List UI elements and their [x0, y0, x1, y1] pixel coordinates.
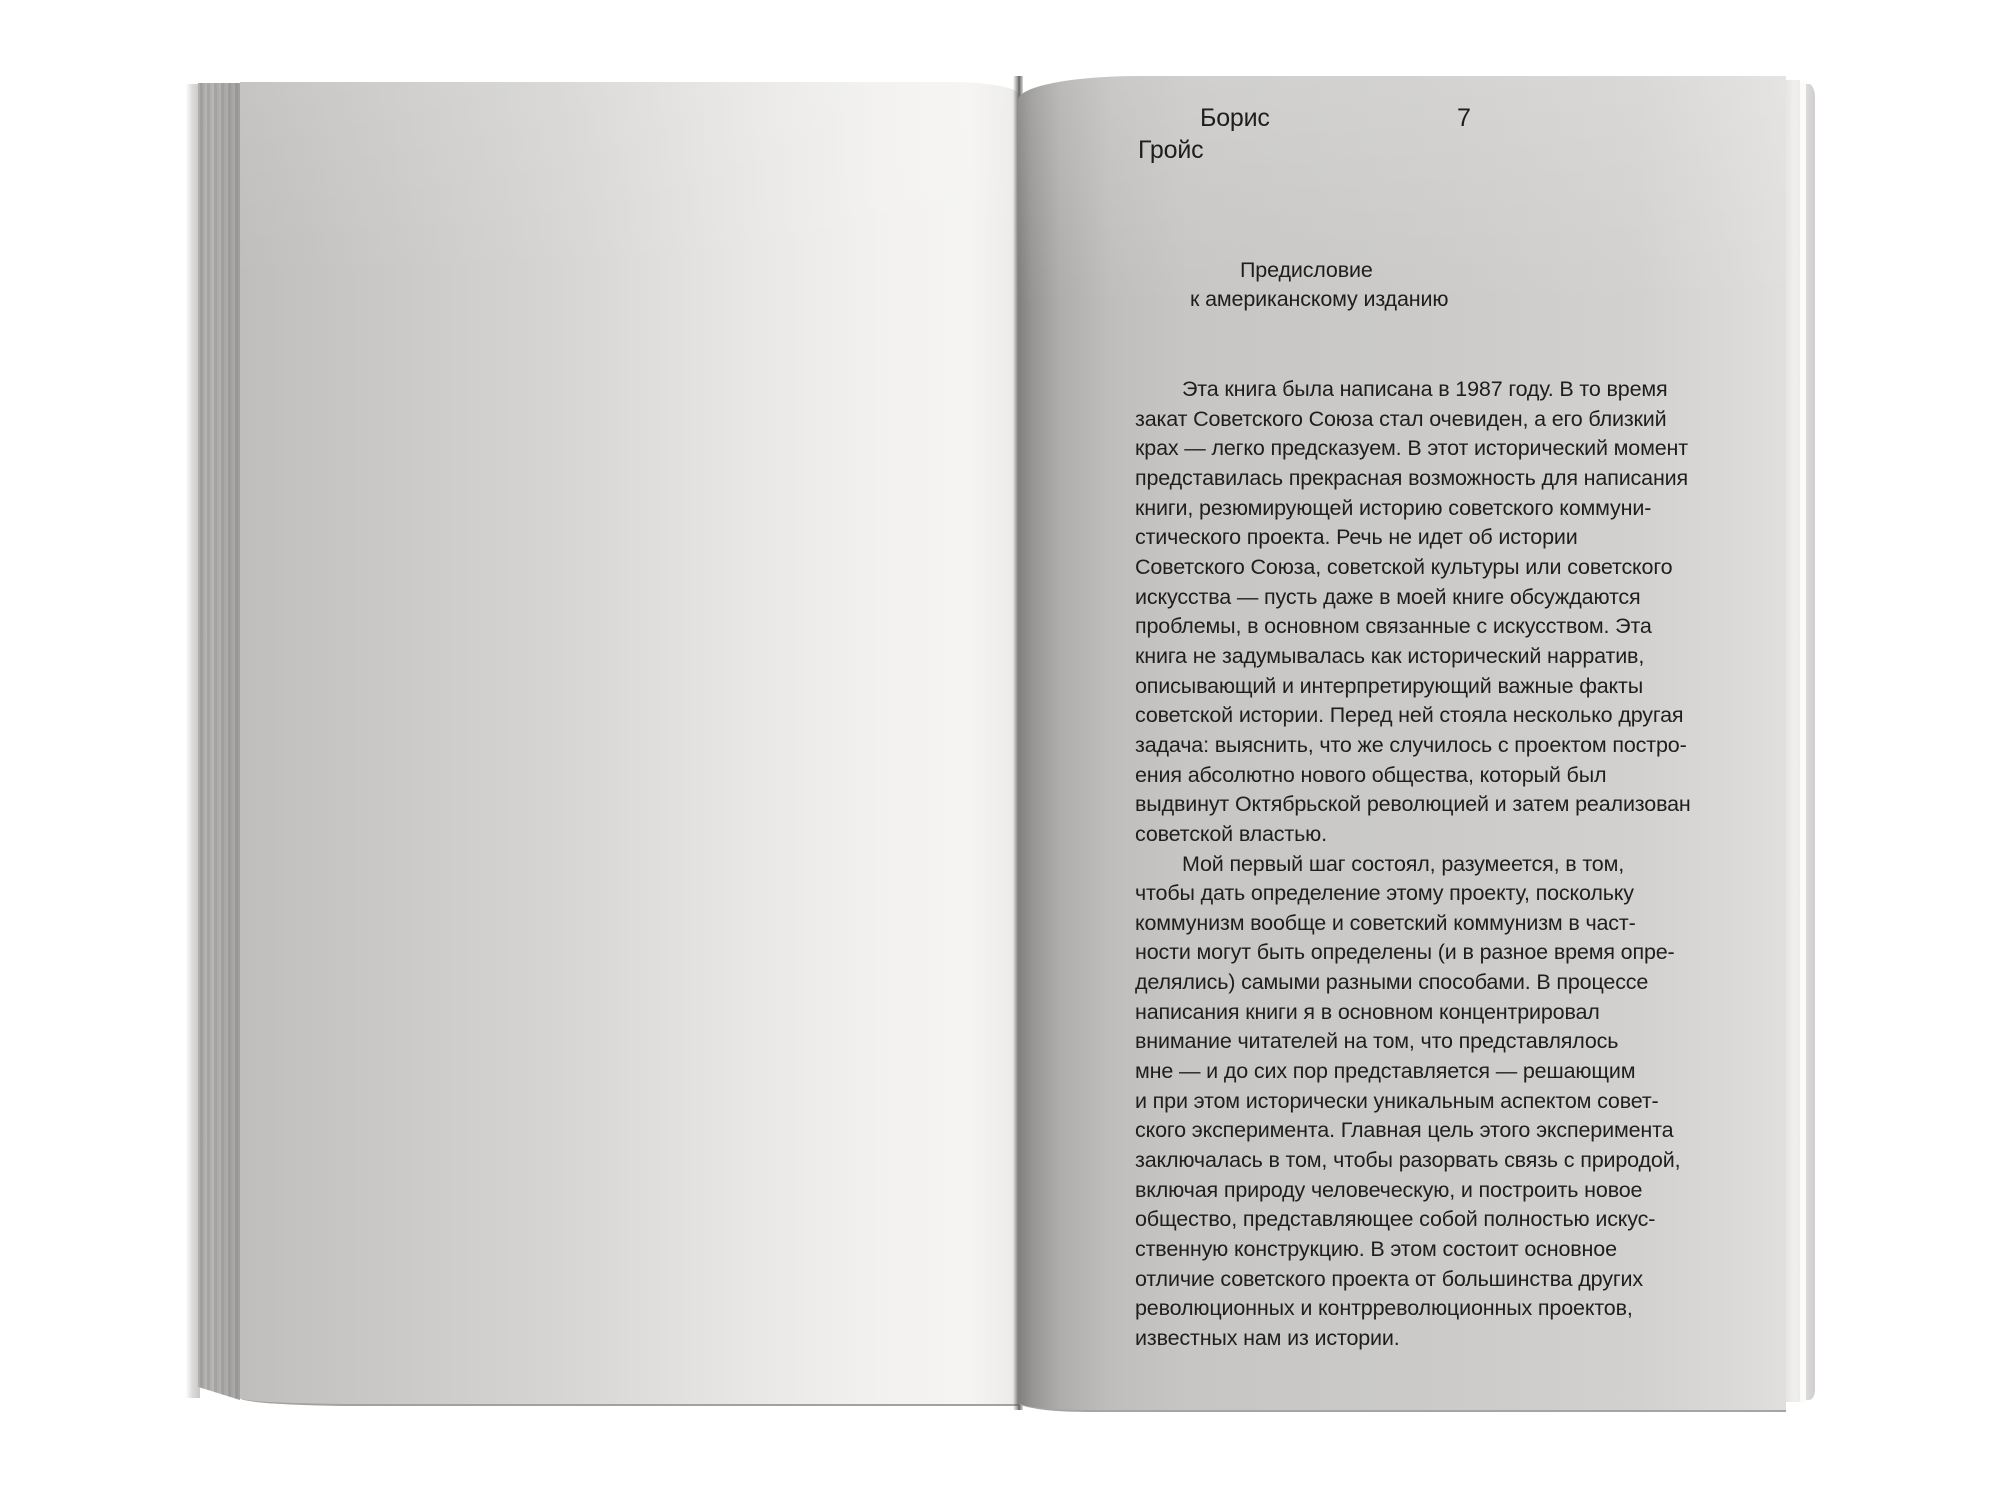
text-line: советской истории. Перед ней стояла несколько другая	[1135, 703, 1684, 728]
text-line: выдвинут Октябрьской революцией и затем реализован	[1135, 792, 1691, 817]
text-line: чтобы дать определение этому проекту, поскольку	[1135, 881, 1634, 906]
text-line: закат Советского Союза стал очевиден, а его близкий	[1135, 406, 1667, 431]
text-line: книги, резюмирующей историю советского коммуни-	[1135, 495, 1652, 520]
paragraph-1	[1135, 375, 1695, 850]
text-line: и при этом исторически уникальным аспектом совет-	[1135, 1088, 1659, 1113]
text-line: задача: выяснить, что же случилось с проектом постро-	[1135, 732, 1687, 757]
page-number: 7	[1457, 104, 1471, 132]
text-line: мне — и до сих пор представляется — решающим	[1135, 1059, 1636, 1084]
running-header-author-first-name: Борис	[1200, 104, 1270, 132]
left-blank-page	[240, 82, 1018, 1406]
paragraph-2	[1135, 850, 1695, 1354]
text-line: заключалась в том, чтобы разорвать связь с природой,	[1135, 1148, 1681, 1173]
right-page-stack-edge-outer	[1806, 84, 1815, 1400]
text-line: ности могут быть определены (и в разное время опре-	[1135, 940, 1675, 965]
text-line: написания книги я в основном концентрировал	[1135, 999, 1600, 1024]
right-page-stack-edge-inner	[1786, 80, 1800, 1402]
text-line: известных нам из истории.	[1135, 1326, 1400, 1350]
text-line: отличие советского проекта от большинства других	[1135, 1266, 1643, 1291]
text-line: включая природу человеческую, и построить новое	[1135, 1177, 1643, 1202]
text-line: проблемы, в основном связанные с искусством. Эта	[1135, 614, 1652, 639]
text-line: описывающий и интерпретирующий важные факты	[1135, 673, 1644, 698]
running-header-author-last-name: Гройс	[1138, 136, 1204, 164]
body-text	[1135, 375, 1695, 1354]
text-line: ения абсолютно нового общества, который был	[1135, 762, 1607, 787]
back-cover-edge	[186, 84, 200, 1398]
text-line: советской властью.	[1135, 821, 1327, 846]
right-page	[1018, 76, 1786, 1412]
text-line: представилась прекрасная возможность для написания	[1135, 465, 1689, 490]
text-line: ского эксперимента. Главная цель этого эксперимента	[1135, 1118, 1674, 1143]
chapter-heading-line2: к американскому изданию	[1190, 287, 1449, 311]
text-line: Мой первый шаг состоял, разумеется, в том,	[1182, 851, 1625, 876]
text-line: коммунизм вообще и советский коммунизм в част-	[1135, 910, 1636, 935]
text-line: ственную конструкцию. В этом состоит основное	[1135, 1237, 1617, 1262]
text-line: книга не задумывалась как исторический нарратив,	[1135, 643, 1645, 668]
text-line: делялись) самыми разными способами. В процессе	[1135, 970, 1649, 995]
text-line: крах — легко предсказуем. В этот исторический момент	[1135, 436, 1688, 461]
text-line: стического проекта. Речь не идет об истории	[1135, 525, 1578, 550]
text-line: общество, представляющее собой полностью искус-	[1135, 1207, 1656, 1232]
text-line: искусства — пусть даже в моей книге обсуждаются	[1135, 584, 1641, 609]
text-line: внимание читателей на том, что представлялось	[1135, 1029, 1619, 1054]
chapter-heading-line1: Предисловие	[1240, 258, 1373, 282]
left-page-stack-edge	[198, 83, 240, 1400]
text-line: Советского Союза, советской культуры или советского	[1135, 554, 1673, 579]
text-line: Эта книга была написана в 1987 году. В то время	[1182, 377, 1668, 401]
text-line: революционных и контрреволюционных проектов,	[1135, 1296, 1633, 1321]
